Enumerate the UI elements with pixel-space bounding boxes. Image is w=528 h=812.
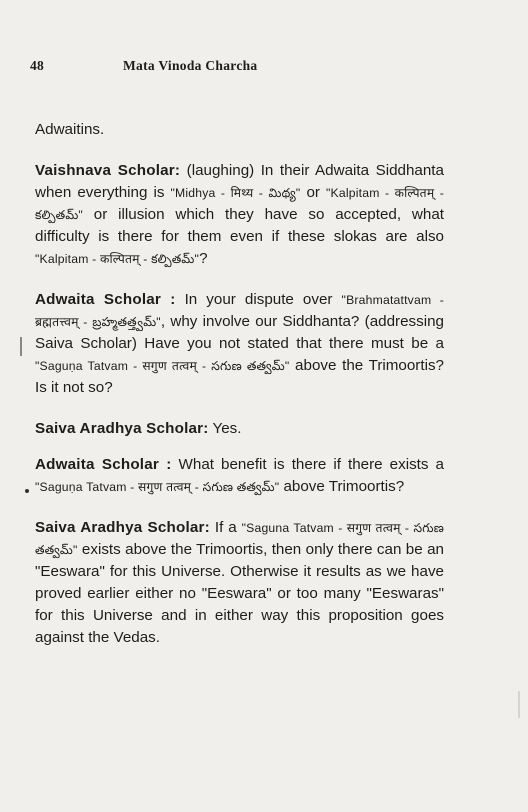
speaker-label: Vaishnava Scholar:: [35, 162, 181, 179]
paragraph-text: In your dispute over: [184, 291, 342, 308]
paragraph-2: [35, 160, 444, 270]
speaker-label: Adwaita Scholar :: [35, 291, 176, 308]
quoted-term: "Saguṇa Tatvam - सगुण तत्वम् - సగుణ తత్వమ్": [35, 359, 290, 373]
paragraph-6: [35, 517, 444, 649]
paragraph-text: above the Trimoortis? Is it not so?: [35, 357, 444, 396]
margin-mark: [22, 487, 32, 495]
quoted-term: "Saguna Tatvam - सगुण तत्वम् - సగుణ తత్వమ్": [35, 521, 444, 557]
quoted-term: "Kalpitam - कल्पितम् - కల్పితమ్": [35, 186, 444, 222]
margin-mark: [515, 690, 523, 720]
speaker-label: Adwaita Scholar :: [35, 456, 172, 473]
paragraph-text: What benefit is there if there exists a: [178, 456, 444, 473]
paragraph-3: [35, 289, 444, 399]
quoted-term: "Brahmatattvam - ब्रह्मतत्त्वम् - బ్రహ్మతత్త్వమ్": [35, 293, 444, 329]
speaker-label: Saiva Aradhya Scholar:: [35, 420, 209, 437]
speaker-label: Saiva Aradhya Scholar:: [35, 519, 210, 536]
paragraph-text: (laughing) In their Adwaita Siddhanta when everything is: [35, 162, 444, 201]
paragraph-text: , why involve our Siddhanta? (addressing Saiva Scholar) Have you not stated that there must be a: [35, 313, 444, 352]
quoted-term: "Midhya - मिथ्य - మిథ్య": [170, 186, 301, 200]
paragraph-text: above Trimoortis?: [279, 478, 405, 495]
quoted-term: "Kalpitam - कल्पितम् - కల్పితమ్": [35, 252, 200, 266]
paragraph-text: Adwaitins.: [35, 121, 105, 138]
paragraph-4: [35, 418, 444, 440]
paragraph-5: [35, 454, 444, 498]
paragraph-text: or: [300, 184, 326, 201]
quoted-term: "Saguṇa Tatvam - सगुण तत्वम् - సగుణ తత్వమ్": [35, 480, 280, 494]
page-number: 48: [30, 58, 45, 73]
running-title: Mata Vinoda Charcha: [123, 58, 258, 73]
margin-mark: [18, 336, 24, 358]
page-body: [35, 119, 444, 668]
paragraph-text: or illusion which they have so accepted, what difficulty is there for them even if these slokas are also: [35, 206, 444, 245]
paragraph-text: Yes.: [212, 420, 242, 437]
paragraph-text: If a: [214, 519, 242, 536]
paragraph-text: ?: [199, 250, 208, 267]
paragraph-text: exists above the Trimoortis, then only there can be an "Eeswara" for this Universe. Otherwise it results as we have proved earlier either no "Eeswara" or too many "Eeswaras" for this Universe and in either way this proposition goes against the Vedas.: [35, 541, 444, 646]
paragraph-1: [35, 119, 444, 141]
